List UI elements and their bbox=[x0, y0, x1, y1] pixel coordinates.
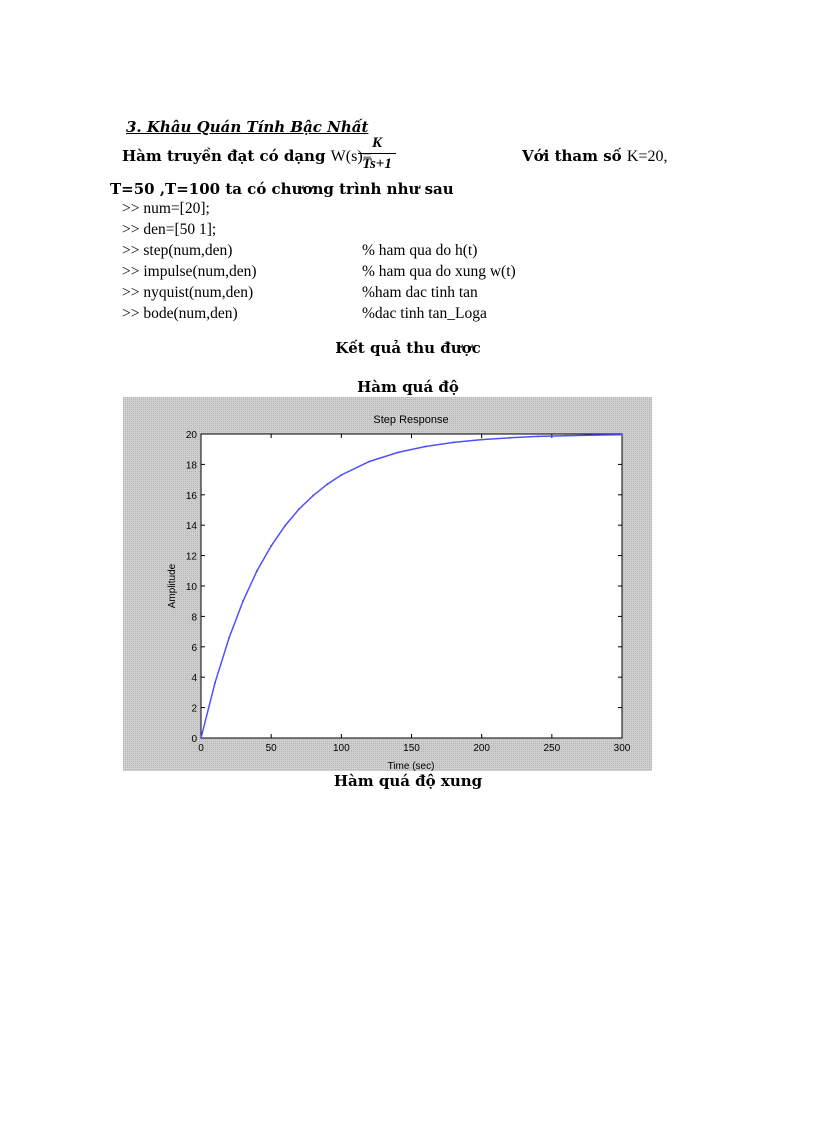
y-tick-label: 0 bbox=[191, 734, 197, 745]
y-tick-label: 2 bbox=[191, 703, 197, 715]
x-axis-label: Time (sec) bbox=[387, 761, 435, 771]
data-point bbox=[326, 483, 328, 485]
code-command: >> nyquist(num,den) bbox=[122, 284, 254, 301]
y-tick-label: 4 bbox=[191, 673, 197, 685]
data-point bbox=[256, 570, 258, 572]
figure-window bbox=[123, 397, 652, 771]
code-comment: %dac tinh tan_Loga bbox=[362, 305, 487, 322]
plot-area bbox=[201, 434, 622, 738]
data-point bbox=[298, 508, 300, 510]
x-tick-label: 300 bbox=[613, 743, 631, 754]
y-tick-label: 6 bbox=[191, 642, 197, 654]
code-comment: %ham dac tinh tan bbox=[362, 284, 478, 301]
parameter-line bbox=[522, 147, 667, 166]
figure-caption: Hàm quá độ bbox=[357, 378, 459, 396]
data-point bbox=[537, 435, 539, 437]
code-command: >> step(num,den) bbox=[122, 242, 233, 259]
y-tick-label: 14 bbox=[185, 521, 197, 533]
fraction-numerator: K bbox=[371, 135, 382, 151]
code-command: >> den=[50 1]; bbox=[122, 221, 217, 238]
x-tick-label: 200 bbox=[473, 743, 491, 754]
y-tick-label: 18 bbox=[185, 460, 197, 472]
transfer-function-fraction bbox=[358, 134, 396, 173]
code-command: >> bode(num,den) bbox=[122, 305, 238, 322]
data-point bbox=[621, 434, 623, 436]
step-response-chart bbox=[123, 397, 652, 771]
transfer-function-label: W(s)= bbox=[330, 148, 372, 165]
fraction-bar bbox=[358, 153, 396, 154]
y-tick-label: 8 bbox=[191, 612, 197, 624]
parameter-prefix: Với tham số bbox=[522, 147, 627, 165]
parameter-value: K=20, bbox=[626, 148, 668, 165]
section-heading: 3. Khâu Quán Tính Bậc Nhất bbox=[126, 118, 369, 136]
next-caption: Hàm quá độ xung bbox=[333, 772, 483, 790]
intro-line bbox=[122, 147, 372, 166]
data-point bbox=[509, 437, 511, 439]
data-point bbox=[593, 434, 595, 436]
y-tick-label: 10 bbox=[185, 582, 197, 593]
data-point bbox=[214, 682, 216, 684]
x-tick-label: 150 bbox=[403, 743, 420, 754]
data-point bbox=[340, 474, 342, 476]
data-point bbox=[242, 600, 244, 602]
x-tick-label: 0 bbox=[198, 743, 204, 754]
data-point bbox=[228, 637, 230, 639]
y-axis-label: Amplitude bbox=[167, 563, 178, 609]
code-command: >> impulse(num,den) bbox=[122, 263, 257, 280]
y-tick-label: 16 bbox=[185, 490, 197, 502]
data-point bbox=[425, 445, 427, 447]
data-point bbox=[453, 441, 455, 443]
intro-line-2: T=50 ,T=100 ta có chương trình như sau bbox=[110, 180, 454, 198]
data-point bbox=[481, 439, 483, 441]
data-point bbox=[270, 545, 272, 547]
data-point bbox=[200, 737, 202, 739]
data-point bbox=[396, 452, 398, 454]
x-tick-label: 250 bbox=[543, 743, 561, 754]
data-point bbox=[312, 494, 314, 496]
y-tick-label: 12 bbox=[185, 551, 197, 563]
x-tick-label: 50 bbox=[265, 743, 277, 754]
result-title: Kết quả thu được bbox=[335, 339, 481, 357]
code-comment: % ham qua do xung w(t) bbox=[362, 263, 516, 280]
data-point bbox=[565, 435, 567, 437]
code-comment: % ham qua do h(t) bbox=[362, 242, 478, 259]
x-tick-label: 100 bbox=[332, 743, 350, 754]
intro-prefix: Hàm truyền đạt có dạng bbox=[122, 147, 331, 165]
fraction-denominator: Ts+1 bbox=[362, 156, 392, 172]
data-point bbox=[368, 461, 370, 463]
chart-title: Step Response bbox=[373, 414, 449, 426]
code-command: >> num=[20]; bbox=[122, 200, 210, 217]
y-tick-label: 20 bbox=[185, 430, 197, 441]
data-point bbox=[284, 525, 286, 527]
